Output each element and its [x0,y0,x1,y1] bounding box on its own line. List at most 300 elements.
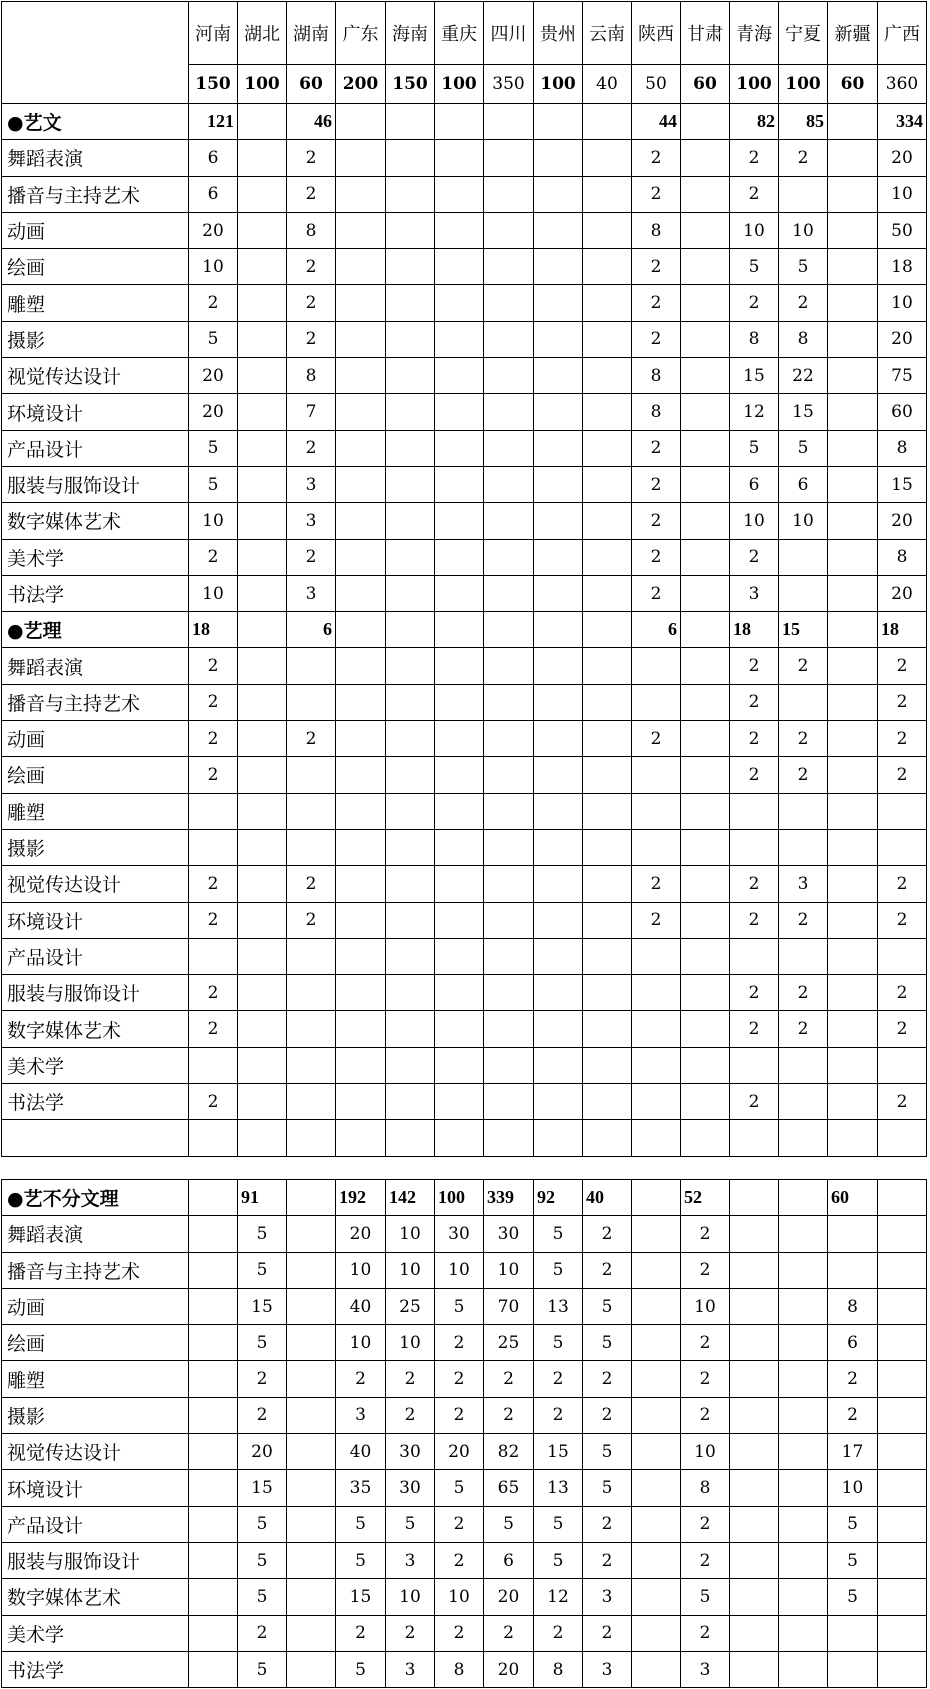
quota-cell [386,938,435,974]
quota-cell [878,829,927,865]
quota-cell: 2 [386,1615,435,1651]
section-total-cell [583,612,632,648]
quota-cell [878,1542,927,1578]
quota-cell: 2 [189,866,238,902]
table-row [2,1084,927,1120]
quota-cell [583,1120,632,1156]
quota-cell [484,975,534,1011]
quota-cell: 2 [779,721,828,757]
quota-cell [534,539,583,575]
quota-cell: 3 [287,503,336,539]
quota-cell [435,829,484,865]
quota-cell: 2 [534,1397,583,1433]
quota-cell: 5 [336,1651,386,1687]
quota-cell: 8 [435,1651,484,1687]
quota-cell: 2 [583,1216,632,1252]
quota-cell: 15 [878,466,927,502]
table-row [2,1011,927,1047]
quota-cell [336,466,386,502]
quota-cell [632,1325,681,1361]
quota-cell: 60 [878,394,927,430]
quota-cell [828,1047,878,1083]
quota-cell: 2 [238,1397,287,1433]
quota-cell: 10 [779,212,828,248]
quota-cell [287,938,336,974]
quota-cell [632,1615,681,1651]
quota-cell [484,793,534,829]
quota-cell: 2 [828,1397,878,1433]
section-total-cell [435,104,484,140]
quota-cell [386,285,435,321]
quota-cell [779,1325,828,1361]
province-quota: 350 [484,65,534,104]
quota-cell [287,975,336,1011]
quota-cell [534,575,583,611]
quota-cell [238,1011,287,1047]
quota-cell [730,1047,779,1083]
table-row [2,648,927,684]
section-total-cell [484,104,534,140]
quota-cell: 5 [336,1542,386,1578]
quota-cell [583,1011,632,1047]
table-row [2,1397,927,1433]
quota-cell [287,1325,336,1361]
quota-cell: 10 [681,1288,730,1324]
major-label: 美术学 [2,539,189,575]
quota-cell [287,1651,336,1687]
quota-cell: 2 [632,321,681,357]
quota-cell: 2 [189,684,238,720]
quota-cell: 10 [435,1252,484,1288]
quota-cell [632,829,681,865]
quota-cell [287,1434,336,1470]
quota-cell: 70 [484,1288,534,1324]
quota-cell [878,1615,927,1651]
section-total-cell [583,104,632,140]
quota-cell: 5 [583,1434,632,1470]
quota-cell [189,1434,238,1470]
quota-cell [681,1047,730,1083]
quota-cell [287,757,336,793]
quota-cell [583,430,632,466]
section-total-cell: 6 [287,612,336,648]
quota-cell [435,793,484,829]
quota-cell [386,757,435,793]
quota-cell [878,1579,927,1615]
province-quota: 360 [878,65,927,104]
quota-cell: 5 [238,1252,287,1288]
table-row [2,684,927,720]
quota-cell [681,285,730,321]
quota-cell [336,575,386,611]
quota-cell [583,684,632,720]
quota-cell: 15 [238,1470,287,1506]
quota-cell [238,539,287,575]
quota-cell [828,1011,878,1047]
quota-cell: 2 [632,430,681,466]
section-total-cell: 18 [878,612,927,648]
table-row [2,829,927,865]
quota-cell [632,1397,681,1433]
quota-cell: 2 [583,1506,632,1542]
quota-cell: 2 [287,902,336,938]
quota-cell [632,1288,681,1324]
province-quota: 40 [583,65,632,104]
quota-cell [238,358,287,394]
quota-cell: 10 [484,1252,534,1288]
quota-cell [534,394,583,430]
table-row [2,1579,927,1615]
table-row [2,466,927,502]
quota-cell [238,648,287,684]
section-total-cell [828,612,878,648]
quota-cell [435,1047,484,1083]
quota-cell [534,829,583,865]
quota-cell: 2 [779,975,828,1011]
quota-cell: 50 [878,212,927,248]
section-total-cell [534,612,583,648]
quota-cell [534,684,583,720]
quota-cell [779,575,828,611]
quota-cell [828,1216,878,1252]
quota-cell [681,249,730,285]
quota-cell [534,212,583,248]
quota-cell [435,285,484,321]
quota-cell [336,285,386,321]
quota-cell [681,1084,730,1120]
province-quota: 60 [681,65,730,104]
quota-cell [287,1506,336,1542]
quota-cell [632,1252,681,1288]
quota-cell [632,1651,681,1687]
major-label: 动画 [2,1288,189,1324]
province-header: 新疆 [828,2,878,65]
quota-cell [681,648,730,684]
quota-cell: 2 [632,249,681,285]
quota-cell [681,975,730,1011]
table-row [2,575,927,611]
quota-cell: 20 [238,1434,287,1470]
quota-cell: 5 [828,1542,878,1578]
quota-cell [534,321,583,357]
quota-cell [681,430,730,466]
quota-cell [287,1361,336,1397]
quota-cell: 2 [484,1397,534,1433]
quota-cell [336,140,386,176]
quota-cell: 2 [878,684,927,720]
quota-cell: 15 [534,1434,583,1470]
quota-cell [534,176,583,212]
quota-cell: 40 [336,1434,386,1470]
quota-cell [189,1047,238,1083]
quota-cell: 6 [189,176,238,212]
quota-cell: 5 [238,1542,287,1578]
quota-cell [583,1047,632,1083]
quota-cell [386,358,435,394]
quota-cell: 2 [238,1615,287,1651]
quota-cell: 10 [681,1434,730,1470]
table-row [2,212,927,248]
quota-cell: 2 [632,575,681,611]
quota-cell [484,757,534,793]
quota-cell [484,212,534,248]
quota-cell [681,1120,730,1156]
quota-cell: 5 [583,1288,632,1324]
quota-cell: 2 [583,1542,632,1578]
province-quota: 100 [238,65,287,104]
quota-cell [681,539,730,575]
table-row [2,902,927,938]
quota-cell [534,975,583,1011]
quota-cell: 10 [189,249,238,285]
quota-cell: 5 [534,1216,583,1252]
quota-cell: 5 [189,321,238,357]
table-row [2,430,927,466]
quota-cell: 30 [435,1216,484,1252]
section-total-cell [287,1180,336,1216]
quota-cell: 2 [632,466,681,502]
quota-cell [189,1470,238,1506]
province-header: 青海 [730,2,779,65]
quota-cell [189,829,238,865]
quota-cell: 10 [828,1470,878,1506]
quota-cell: 2 [730,285,779,321]
quota-cell [386,249,435,285]
quota-cell [730,1325,779,1361]
quota-cell: 2 [189,975,238,1011]
quota-cell [878,1047,927,1083]
quota-cell [828,829,878,865]
major-label: 绘画 [2,757,189,793]
quota-cell [878,1651,927,1687]
quota-cell: 2 [189,902,238,938]
quota-cell: 35 [336,1470,386,1506]
quota-cell [287,1542,336,1578]
quota-cell [336,1084,386,1120]
province-quota: 100 [534,65,583,104]
quota-cell: 2 [189,757,238,793]
quota-cell [583,866,632,902]
quota-cell [779,1397,828,1433]
quota-cell: 25 [484,1325,534,1361]
quota-cell: 2 [779,140,828,176]
quota-cell: 2 [878,648,927,684]
province-quota: 200 [336,65,386,104]
province-header: 贵州 [534,2,583,65]
quota-cell: 20 [435,1434,484,1470]
quota-cell: 30 [386,1434,435,1470]
quota-cell [435,1120,484,1156]
quota-cell [828,793,878,829]
quota-cell [779,1084,828,1120]
quota-cell [583,140,632,176]
quota-cell [336,866,386,902]
quota-cell [534,140,583,176]
quota-cell [287,1011,336,1047]
quota-cell: 18 [878,249,927,285]
quota-cell [484,648,534,684]
quota-cell: 2 [435,1615,484,1651]
quota-cell [828,358,878,394]
table-row [2,1288,927,1324]
table-row [2,321,927,357]
quota-cell [336,539,386,575]
quota-cell [435,866,484,902]
quota-cell: 20 [189,212,238,248]
province-header: 海南 [386,2,435,65]
major-label: 书法学 [2,1084,189,1120]
quota-cell: 2 [878,721,927,757]
major-label: 美术学 [2,1047,189,1083]
quota-cell [484,430,534,466]
major-label: 书法学 [2,575,189,611]
quota-cell [681,1011,730,1047]
quota-cell: 2 [484,1615,534,1651]
quota-cell: 2 [681,1506,730,1542]
quota-cell: 8 [779,321,828,357]
quota-cell: 5 [484,1506,534,1542]
quota-cell [583,466,632,502]
table-row [2,1361,927,1397]
province-quota: 100 [730,65,779,104]
section-total-cell [238,612,287,648]
quota-cell: 8 [878,430,927,466]
section-total-cell [386,104,435,140]
quota-cell [287,1615,336,1651]
major-label: 服装与服饰设计 [2,975,189,1011]
quota-cell: 2 [681,1361,730,1397]
quota-cell [287,829,336,865]
quota-cell [828,721,878,757]
province-header: 湖北 [238,2,287,65]
quota-cell [828,212,878,248]
quota-cell [779,938,828,974]
quota-cell: 2 [287,249,336,285]
section-total-cell [484,612,534,648]
province-quota: 50 [632,65,681,104]
quota-cell [484,684,534,720]
quota-cell: 2 [287,285,336,321]
quota-cell [730,1506,779,1542]
quota-cell: 5 [238,1325,287,1361]
major-label: 视觉传达设计 [2,1434,189,1470]
quota-cell [238,503,287,539]
quota-cell: 2 [681,1397,730,1433]
quota-cell [238,212,287,248]
quota-cell [681,757,730,793]
quota-cell [583,648,632,684]
quota-cell: 6 [189,140,238,176]
quota-cell [681,140,730,176]
table-row [2,1325,927,1361]
quota-cell [287,684,336,720]
quota-cell [386,721,435,757]
major-label: 产品设计 [2,1506,189,1542]
quota-cell [583,975,632,1011]
province-header: 宁夏 [779,2,828,65]
quota-cell [828,539,878,575]
section-total-cell: 52 [681,1180,730,1216]
quota-cell [336,321,386,357]
quota-cell: 2 [287,140,336,176]
quota-cell: 5 [534,1506,583,1542]
section-title: ●艺文 [2,104,189,140]
quota-cell: 2 [779,648,828,684]
quota-cell [730,1579,779,1615]
quota-cell: 10 [336,1325,386,1361]
quota-cell: 8 [287,212,336,248]
quota-cell: 2 [336,1361,386,1397]
quota-cell [583,394,632,430]
quota-cell: 2 [730,902,779,938]
quota-cell: 2 [730,140,779,176]
quota-cell: 82 [484,1434,534,1470]
quota-cell [828,902,878,938]
quota-cell: 2 [287,721,336,757]
section-header-row [2,612,927,648]
section-total-cell: 18 [730,612,779,648]
quota-cell [878,1216,927,1252]
table-row [2,539,927,575]
quota-cell [828,757,878,793]
quota-cell: 3 [730,575,779,611]
quota-cell: 2 [583,1615,632,1651]
section-total-cell: 334 [878,104,927,140]
major-label: 数字媒体艺术 [2,1579,189,1615]
section-total-cell: 18 [189,612,238,648]
quota-cell [238,757,287,793]
table-row [2,1615,927,1651]
quota-cell [878,1252,927,1288]
quota-cell [435,757,484,793]
quota-cell: 2 [435,1361,484,1397]
quota-cell: 5 [583,1470,632,1506]
quota-cell [238,466,287,502]
quota-cell [730,1288,779,1324]
major-label: 环境设计 [2,1470,189,1506]
major-label: 环境设计 [2,394,189,430]
quota-cell: 2 [484,1361,534,1397]
quota-cell [632,648,681,684]
quota-cell [632,684,681,720]
quota-cell [632,938,681,974]
quota-cell: 10 [189,503,238,539]
section-total-cell [878,1180,927,1216]
quota-cell: 2 [435,1325,484,1361]
quota-cell [189,1216,238,1252]
quota-cell: 8 [534,1651,583,1687]
quota-cell [238,938,287,974]
quota-cell [583,829,632,865]
section-total-cell: 339 [484,1180,534,1216]
quota-cell [435,648,484,684]
quota-cell [386,430,435,466]
quota-cell [779,1579,828,1615]
quota-cell [828,1615,878,1651]
quota-cell [828,648,878,684]
quota-cell [681,176,730,212]
province-quota: 60 [287,65,336,104]
table-row [2,249,927,285]
section-total-cell [681,612,730,648]
quota-cell [287,1579,336,1615]
quota-cell: 10 [878,176,927,212]
quota-cell: 5 [238,1651,287,1687]
quota-cell [484,1120,534,1156]
quota-cell: 2 [386,1361,435,1397]
quota-cell: 5 [583,1325,632,1361]
quota-cell: 2 [287,539,336,575]
